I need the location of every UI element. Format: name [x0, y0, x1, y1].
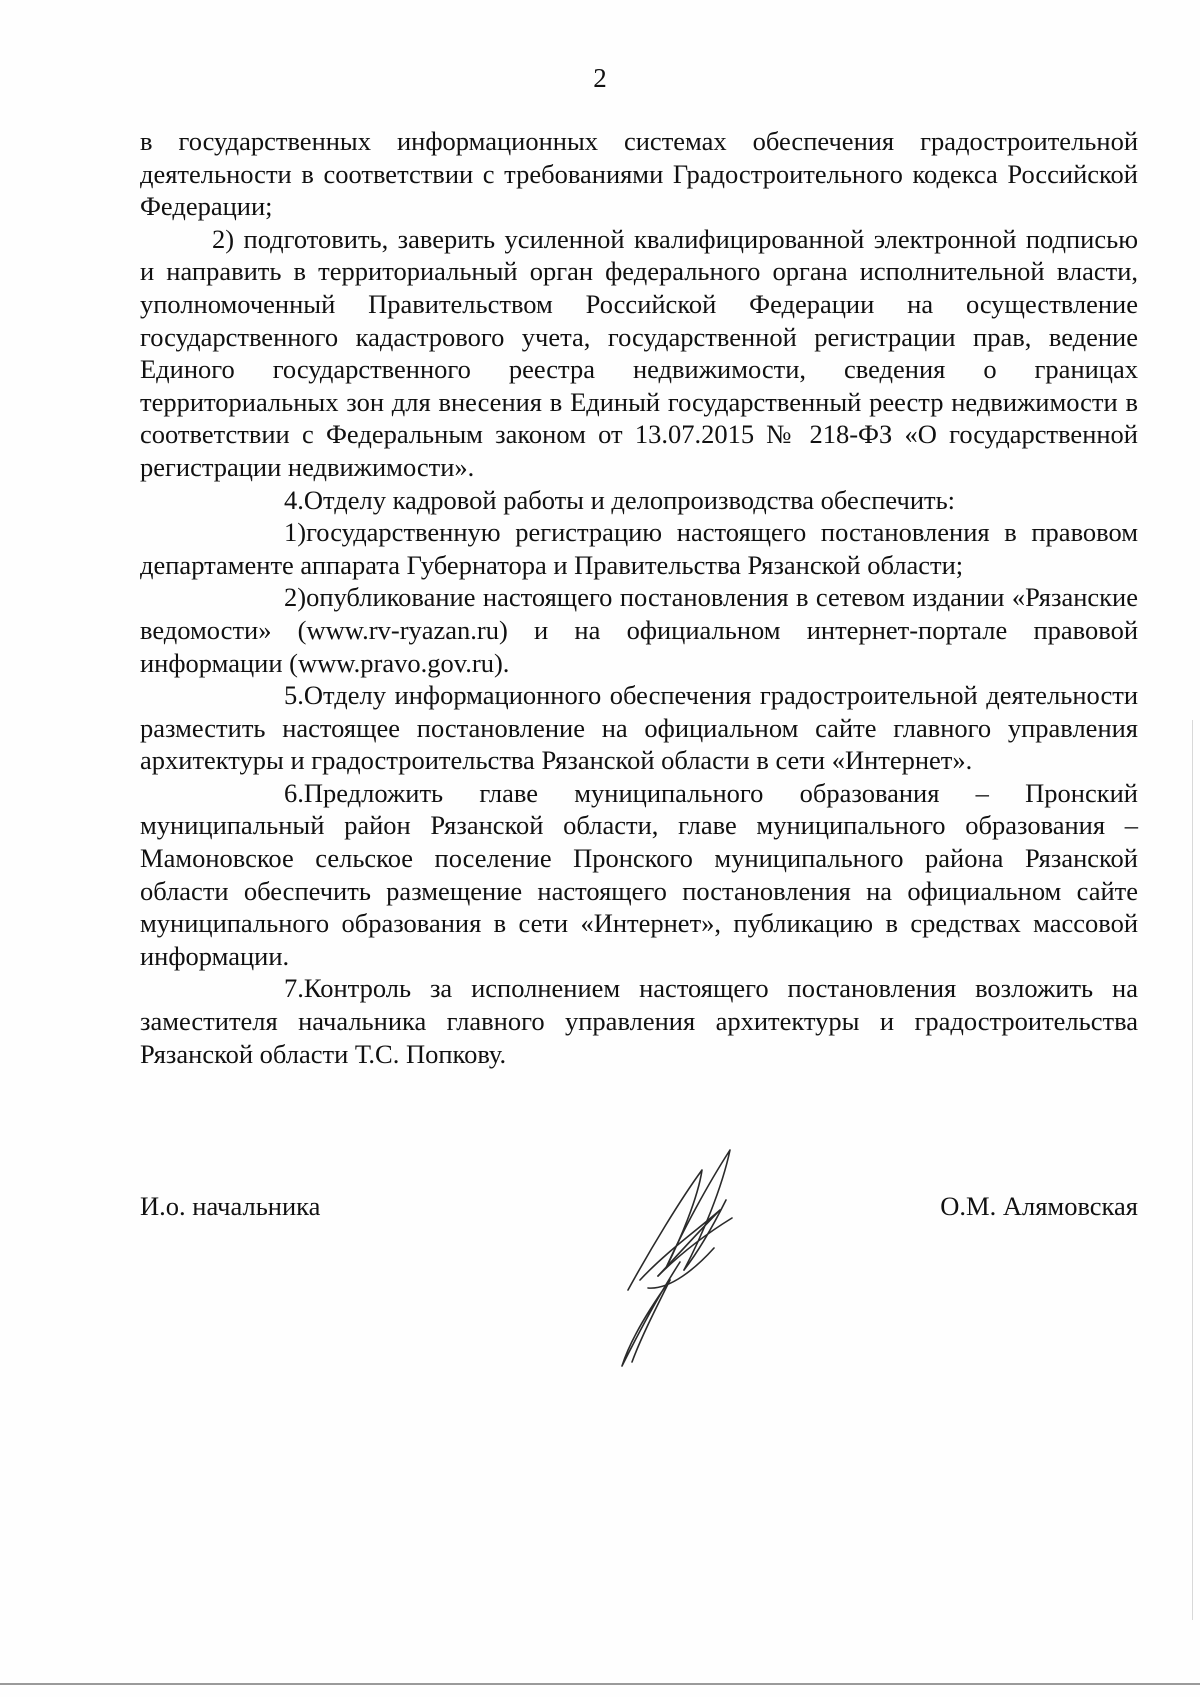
paragraph-item-7 [140, 972, 1138, 1070]
document-body [140, 125, 1138, 1070]
item-number: 4. [284, 484, 304, 515]
item-text: Контроль за исполнением настоящего постановления возложить на заместителя начальника главного управления архитектуры и градостроительства Рязанской области Т.С. Попкову. [140, 973, 1138, 1069]
item-text: Отделу кадровой работы и делопроизводства обеспечить: [303, 484, 956, 515]
signatory-title: И.о. начальника [140, 1191, 321, 1221]
item-text: опубликование настоящего постановления в сетевом издании «Рязанские ведомости» (www.rv-ryazan.ru) и на официальном интернет-портале правовой информации (www.pravo.gov.ru). [140, 582, 1138, 678]
item-number: 2) [284, 582, 307, 613]
paragraph-item-6 [140, 777, 1138, 973]
item-text: Предложить главе муниципального образования – Пронский муниципальный район Рязанской области, главе муниципального образования – Мамоновское сельское поселение Пронского муниципального района Рязанской области обеспечить размещение настоящего постановления на официальном сайте муниципального образования в сети «Интернет», публикацию в средствах массовой информации. [140, 777, 1138, 971]
paragraph-continuation: в государственных информационных системах обеспечения градостроительной деятельности в соответствии с требованиями Градостроительного кодекса Российской Федерации; [140, 126, 1138, 222]
paragraph-item-2-submit: 2) подготовить, заверить усиленной квалифицированной электронной подписью и направить в территориальный орган федерального органа исполнительной власти, уполномоченный Правительством Российской Федерации на осуществление государственного кадастрового учета, государственной регистрации прав, ведение Единого государственного реестра недвижимости, сведения о границах территориальных зон для внесения в Единый государственный реестр недвижимости в соответствии с Федеральным законом от 13.07.2015 № 218-ФЗ «О государственной регистрации недвижимости». [140, 223, 1138, 482]
item-text: государственную регистрацию настоящего постановления в правовом департаменте аппарата Губернатора и Правительства Рязанской области; [140, 517, 1138, 580]
item-number: 7. [284, 973, 304, 1004]
paragraph-item-4 [140, 484, 1138, 517]
item-number: 5. [284, 680, 304, 711]
item-number: 1) [284, 517, 307, 548]
scan-bottom-edge [0, 1683, 1200, 1685]
paragraph-subitem-2 [140, 581, 1138, 679]
item-number: 6. [284, 777, 304, 808]
paragraph-item-5 [140, 679, 1138, 777]
handwritten-signature [610, 1140, 790, 1380]
scan-edge-shadow [1192, 720, 1193, 1620]
paragraph-subitem-1 [140, 516, 1138, 581]
item-text: Отделу информационного обеспечения градостроительной деятельности разместить настоящее постановление на официальном сайте главного управления архитектуры и градостроительства Рязанской области в сети «Интернет». [140, 680, 1138, 776]
signatory-name: О.М. Алямовская [940, 1191, 1138, 1221]
page-number: 2 [593, 63, 607, 93]
